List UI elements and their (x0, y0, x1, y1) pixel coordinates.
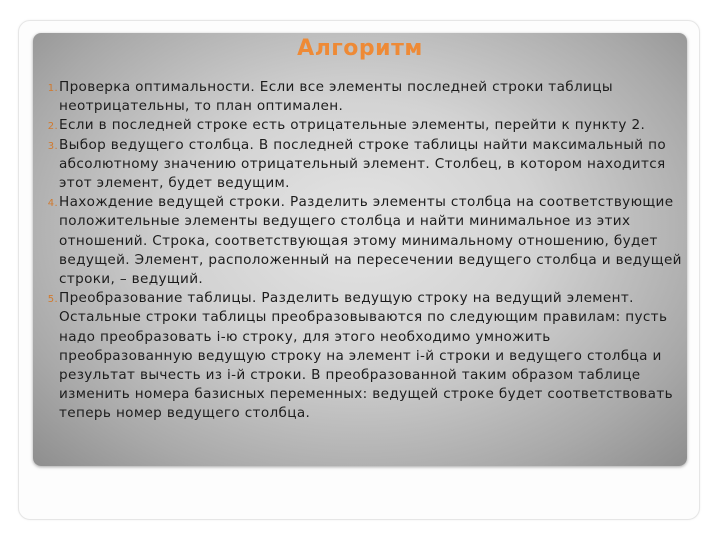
slide-title: Алгоритм (297, 36, 423, 61)
step-item (47, 193, 685, 289)
step-number: 3. (47, 140, 58, 152)
step-text: Если в последней строке есть отрицательные элементы, перейти к пункту 2. (59, 117, 646, 134)
step-number: 4. (47, 198, 58, 210)
step-text: Проверка оптимальности. Если все элементы последней строки таблицы неотрицательны, то план оптимален. (59, 79, 613, 115)
step-text: Преобразование таблицы. Разделить ведущую строку на ведущий элемент. Остальные строки таблицы преобразовываются по следующим правилам: пусть надо преобразовать i-ю строку, для этого необходимо умножить преобразованную ведущую строку на элемент i-й строки и ведущего столбца и результат вычесть из i-й строки. В преобразованной таким образом таблице изменить номера базисных переменных: ведущей строке будет соответствовать теперь номер ведущего столбца. (59, 290, 673, 422)
step-text: Нахождение ведущей строки. Разделить элементы столбца на соответствующие положительные элементы ведущего столбца и найти минимальное из этих отношений. Строка, соответствующая этому минимальному отношению, будет ведущей. Элемент, расположенный на пересечении ведущего столбца и ведущей строки, – ведущий. (59, 194, 682, 288)
step-item (47, 136, 685, 194)
step-item (47, 78, 685, 116)
step-item (47, 289, 685, 423)
step-number: 2. (47, 121, 58, 133)
step-text: Выбор ведущего столбца. В последней строке таблицы найти максимальный по абсолютному значению отрицательный элемент. Столбец, в котором находится этот элемент, будет ведущим. (59, 136, 667, 192)
step-number: 5. (47, 294, 58, 306)
step-item (47, 116, 685, 135)
algorithm-steps-list (47, 78, 685, 424)
step-number: 1. (47, 83, 58, 94)
